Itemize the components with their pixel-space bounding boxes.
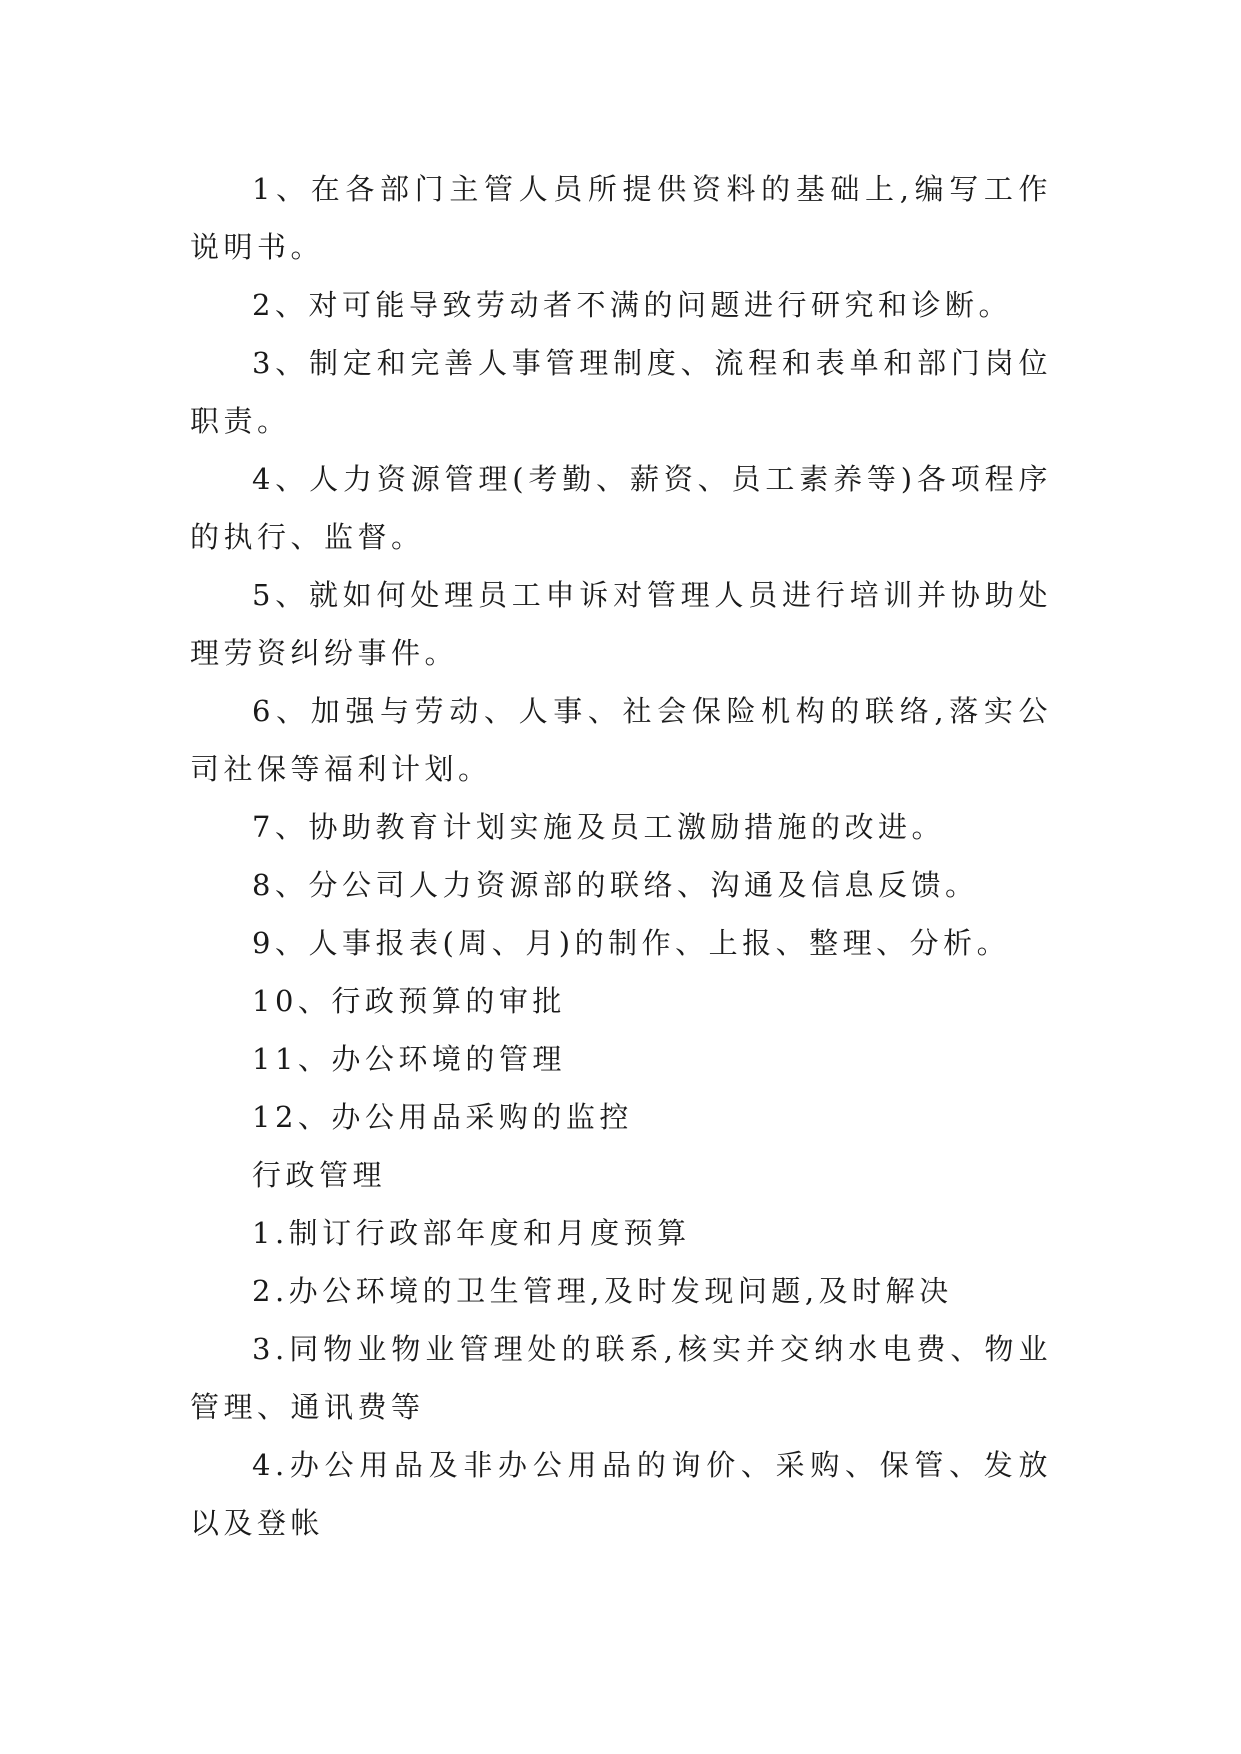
paragraph-duty-9: 9、人事报表(周、月)的制作、上报、整理、分析。 <box>252 926 1011 960</box>
paragraph-duty-4: 4、人力资源管理(考勤、薪资、员工素养等)各项程序的执行、监督。 <box>190 462 1052 554</box>
paragraph-admin-2: 2.办公环境的卫生管理,及时发现问题,及时解决 <box>252 1274 953 1308</box>
paragraph-admin-1: 1.制订行政部年度和月度预算 <box>252 1216 691 1250</box>
paragraph-duty-10: 10、行政预算的审批 <box>252 984 566 1018</box>
paragraph-duty-8: 8、分公司人力资源部的联络、沟通及信息反馈。 <box>252 868 979 902</box>
paragraph-duty-5: 5、就如何处理员工申诉对管理人员进行培训并协助处理劳资纠纷事件。 <box>190 578 1052 670</box>
paragraph-duty-12: 12、办公用品采购的监控 <box>252 1100 633 1134</box>
paragraph-duty-3: 3、制定和完善人事管理制度、流程和表单和部门岗位职责。 <box>190 346 1052 438</box>
paragraph-duty-2: 2、对可能导致劳动者不满的问题进行研究和诊断。 <box>252 288 1012 322</box>
paragraph-admin-3: 3.同物业物业管理处的联系,核实并交纳水电费、物业管理、通讯费等 <box>190 1332 1052 1424</box>
paragraph-duty-1: 1、在各部门主管人员所提供资料的基础上,编写工作说明书。 <box>190 172 1052 264</box>
paragraph-duty-11: 11、办公环境的管理 <box>252 1042 566 1076</box>
document-page <box>190 160 1052 1552</box>
paragraph-duty-6: 6、加强与劳动、人事、社会保险机构的联络,落实公司社保等福利计划。 <box>190 694 1052 786</box>
section-heading-admin: 行政管理 <box>252 1158 387 1192</box>
paragraph-admin-4: 4.办公用品及非办公用品的询价、采购、保管、发放以及登帐 <box>190 1448 1052 1540</box>
paragraph-duty-7: 7、协助教育计划实施及员工激励措施的改进。 <box>252 810 945 844</box>
